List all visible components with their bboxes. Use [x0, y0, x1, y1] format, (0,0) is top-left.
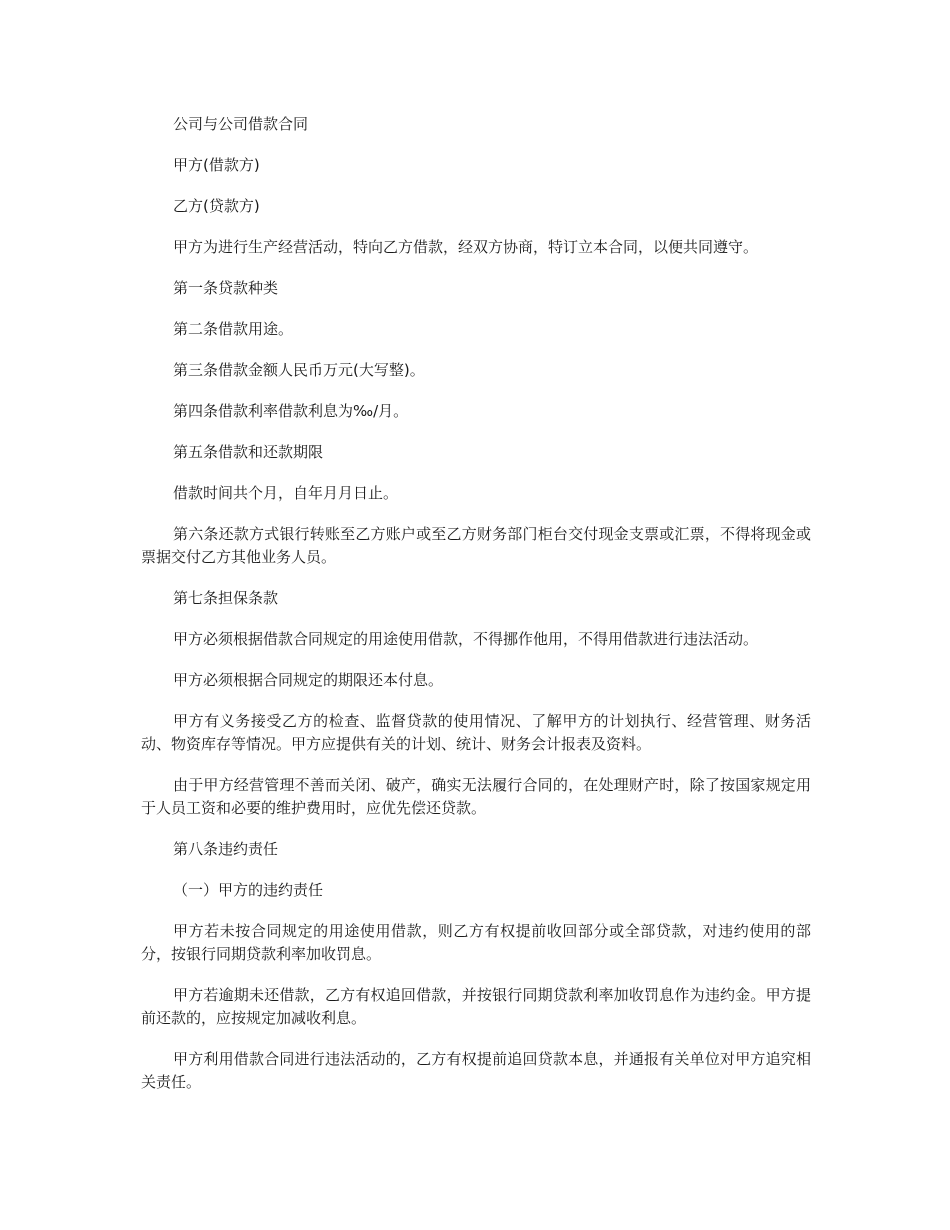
liability-clause-1: 甲方若未按合同规定的用途使用借款，则乙方有权提前收回部分或全部贷款，对违约使用的部分，按银行同期贷款利率加收罚息。 [141, 922, 811, 963]
article-6-paragraph: 第六条还款方式银行转账至乙方账户或至乙方财务部门柜台交付现金支票或汇票，不得将现金或票据交付乙方其他业务人员。 [141, 525, 811, 566]
guarantee-clause-3: 甲方有义务接受乙方的检查、监督贷款的使用情况、了解甲方的计划执行、经营管理、财务活动、物资库存等情况。甲方应提供有关的计划、统计、财务会计报表及资料。 [141, 712, 811, 753]
article-3-paragraph: 第三条借款金额人民币万元(大写整)。 [173, 361, 425, 379]
article-1-heading: 第一条贷款种类 [173, 279, 279, 297]
contract-title: 公司与公司借款合同 [173, 115, 309, 133]
party-a-liability-heading: （一）甲方的违约责任 [173, 881, 324, 899]
loan-term-paragraph: 借款时间共个月，自年月月日止。 [173, 484, 399, 502]
party-b-line: 乙方(贷款方) [173, 197, 260, 215]
liability-clause-2: 甲方若逾期未还借款，乙方有权追回借款，并按银行同期贷款利率加收罚息作为违约金。甲方提前还款的，应按规定加减收利息。 [141, 986, 811, 1027]
liability-clause-3: 甲方利用借款合同进行违法活动的，乙方有权提前追回贷款本息，并通报有关单位对甲方追究相关责任。 [141, 1050, 811, 1091]
guarantee-clause-4: 由于甲方经营管理不善而关闭、破产，确实无法履行合同的，在处理财产时，除了按国家规定用于人员工资和必要的维护费用时，应优先偿还贷款。 [141, 776, 811, 817]
article-7-heading: 第七条担保条款 [173, 589, 279, 607]
guarantee-clause-2: 甲方必须根据合同规定的期限还本付息。 [173, 671, 444, 689]
article-2-paragraph: 第二条借款用途。 [173, 320, 294, 338]
party-a-line: 甲方(借款方) [173, 156, 260, 174]
article-8-heading: 第八条违约责任 [173, 840, 279, 858]
preamble-paragraph: 甲方为进行生产经营活动，特向乙方借款，经双方协商，特订立本合同，以便共同遵守。 [173, 238, 759, 256]
article-5-heading: 第五条借款和还款期限 [173, 443, 324, 461]
guarantee-clause-1: 甲方必须根据借款合同规定的用途使用借款，不得挪作他用，不得用借款进行违法活动。 [173, 630, 759, 648]
document-body [141, 113, 811, 1112]
article-4-paragraph: 第四条借款利率借款利息为‰/月。 [173, 402, 409, 420]
